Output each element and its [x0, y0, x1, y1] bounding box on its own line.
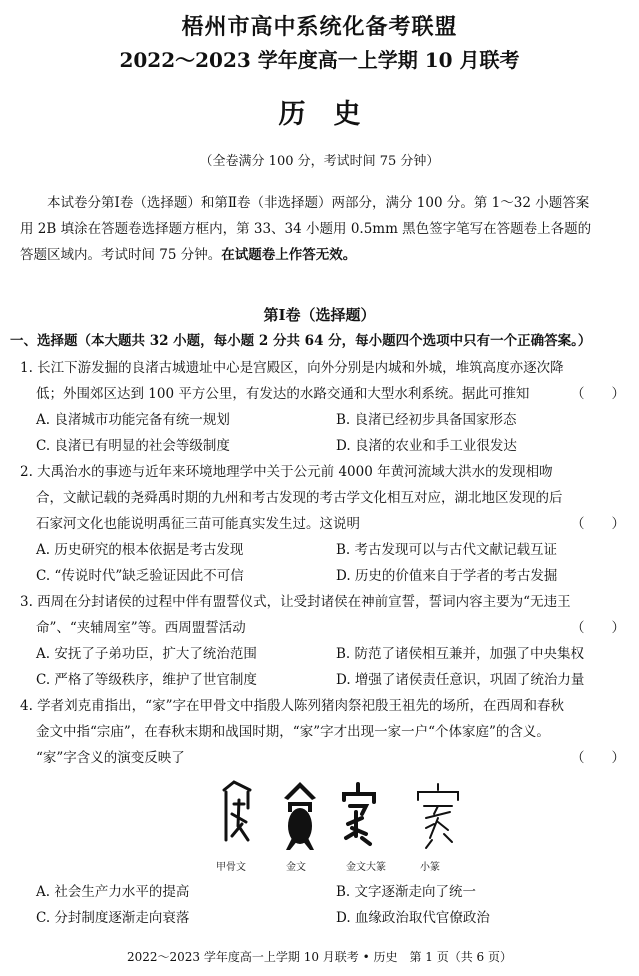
question-line: 3. 西周在分封诸侯的过程中伴有盟誓仪式，让受封诸侯在神前宣誓，誓词内容主要为“无违王 — [20, 594, 571, 610]
oracle-bone-jia-glyph — [224, 782, 250, 840]
bronze-jia-glyph — [284, 782, 316, 850]
intro-line-1: 本试卷分第Ⅰ卷（选择题）和第Ⅱ卷（非选择题）两部分，满分 100 分。第 1～32 小题答案 — [47, 195, 590, 211]
question-line: 低；外围郊区达到 100 平方公里，有发达的水路交通和大型水利系统。据此可推知 — [36, 386, 530, 402]
question-line: 合，文献记载的尧舜禹时期的九州和考古发现的考古学文化相互对应，湖北地区发现的后 — [36, 490, 563, 506]
option-b[interactable]: B. 考古发现可以与古代文献记载互证 — [336, 542, 558, 558]
large-seal-jia-glyph — [344, 784, 374, 844]
option-b[interactable]: B. 良渚已经初步具备国家形态 — [336, 412, 517, 428]
intro-line-3 — [20, 245, 626, 265]
figure-label-oracle: 甲骨文 — [216, 862, 246, 873]
option-d[interactable]: D. 历史的价值来自于学者的考古发掘 — [336, 568, 558, 584]
option-b[interactable]: B. 文字逐渐走向了统一 — [336, 884, 477, 900]
question-line: 金文中指“宗庙”，在春秋末期和战国时期，“家”字才出现一家一户“个体家庭”的含义。 — [36, 724, 550, 740]
option-d[interactable]: D. 增强了诸侯责任意识，巩固了统治力量 — [336, 672, 585, 688]
option-a[interactable]: A. 良渚城市功能完备有统一规划 — [36, 412, 230, 428]
figure-label-small-seal: 小篆 — [420, 862, 440, 873]
option-d[interactable]: D. 血缘政治取代官僚政治 — [336, 910, 490, 926]
question-line: 1. 长江下游发掘的良渚古城遗址中心是宫殿区，向外分别是内城和外城，堆筑高度亦逐次降 — [20, 360, 564, 376]
intro-line-3a: 答题区域内。考试时间 75 分钟。 — [20, 247, 222, 263]
question-line: 4. 学者刘克甫指出，“家”字在甲骨文中指殷人陈列猪肉祭祀殷王祖先的场所，在西周和春秋 — [20, 698, 564, 714]
subject-title: 历史 — [278, 99, 389, 130]
answer-paren: （ ） — [571, 516, 625, 532]
option-c[interactable]: C. 良渚已有明显的社会等级制度 — [36, 438, 230, 454]
intro-line-2: 用 2B 填涂在答题卷选择题方框内，第 33、34 小题用 0.5mm 黑色签字笔写在答题卷上各题的 — [20, 221, 592, 237]
section-instruction: 一、选择题（本大题共 32 小题，每小题 2 分共 64 分，每小题四个选项中只有一个正确答案。） — [10, 333, 592, 349]
question-line: 2. 大禹治水的事迹与近年来环境地理学中关于公元前 4000 年黄河流域大洪水的发现相吻 — [20, 464, 553, 480]
intro-warning: 在试题卷上作答无效。 — [221, 247, 357, 263]
option-b[interactable]: B. 防范了诸侯相互兼并，加强了中央集权 — [336, 646, 585, 662]
jia-character-evolution-figure — [212, 778, 482, 858]
section-title: 第Ⅰ卷（选择题） — [263, 306, 376, 324]
answer-paren: （ ） — [571, 386, 625, 402]
score-time-note: （全卷满分 100 分，考试时间 75 分钟） — [199, 154, 440, 169]
option-c[interactable]: C. 分封制度逐渐走向衰落 — [36, 910, 190, 926]
figure-label-large-seal: 金文大篆 — [346, 862, 386, 873]
page-footer: 2022～2023 学年度高一上学期 10 月联考 • 历史 第 1 页（共 6 页） — [126, 950, 513, 964]
question-line: 石家河文化也能说明禹征三苗可能真实发生过。这说明 — [36, 516, 360, 532]
figure-label-bronze: 金文 — [286, 862, 306, 873]
answer-paren: （ ） — [571, 620, 625, 636]
question-line: 命”、“夹辅周室”等。西周盟誓活动 — [36, 620, 246, 636]
option-a[interactable]: A. 社会生产力水平的提高 — [36, 884, 190, 900]
option-a[interactable]: A. 历史研究的根本依据是考古发现 — [36, 542, 244, 558]
option-c[interactable]: C. “传说时代”缺乏验证因此不可信 — [36, 568, 244, 584]
answer-paren: （ ） — [571, 750, 625, 766]
option-a[interactable]: A. 安抚了子弟功臣，扩大了统治范围 — [36, 646, 257, 662]
small-seal-jia-glyph — [418, 784, 458, 848]
question-line: “家”字含义的演变反映了 — [36, 750, 185, 766]
option-d[interactable]: D. 良渚的农业和手工业很发达 — [336, 438, 517, 454]
exam-title: 2022～2023 学年度高一上学期 10 月联考 — [119, 48, 520, 72]
option-c[interactable]: C. 严格了等级秩序，维护了世官制度 — [36, 672, 257, 688]
alliance-title: 梧州市高中系统化备考联盟 — [181, 14, 458, 40]
